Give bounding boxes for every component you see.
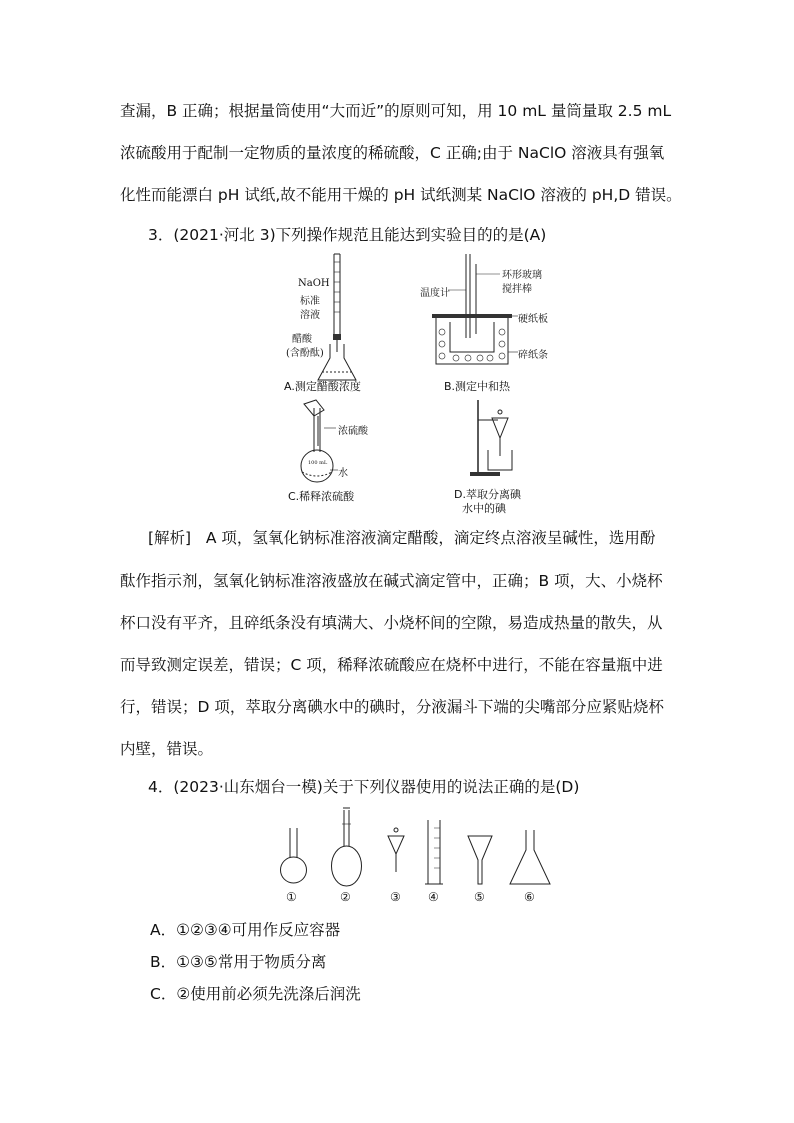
option-a: A．①②③④可用作反应容器 [150,921,341,939]
figure-a-titration [270,252,390,397]
lab-instruments-icon [270,806,560,890]
analysis-line-2: 酞作指示剂，氢氧化钠标准溶液盛放在碱式滴定管中，正确；B 项，大、小烧杯 [120,572,663,590]
question-4-stem: 4．(2023·山东烟台一模)关于下列仪器使用的说法正确的是(D) [148,778,580,796]
caption-b: B.测定中和热 [444,380,511,393]
analysis-text-1: A 项，氢氧化钠标准溶液滴定醋酸，滴定终点溶液呈碱性，选用酚 [205,529,656,547]
caption-d-2: 水中的碘 [462,502,506,515]
instrument-label-4: ④ [428,890,439,904]
label-conc-sulfuric: 浓硫酸 [338,426,368,437]
analysis-line-4: 而导致测定误差，错误；C 项，稀释浓硫酸应在烧杯中进行，不能在容量瓶中进 [120,656,663,674]
label-standard: 标准 [300,296,320,307]
label-thermometer: 温度计 [420,288,450,299]
caption-c: C.稀释浓硫酸 [288,490,355,503]
separatory-funnel-icon [448,398,568,478]
option-b: B．①③⑤常用于物质分离 [150,953,327,971]
figure-b-calorimeter [418,252,558,397]
label-water: 水 [338,468,348,479]
figure-c-dilution [280,398,400,503]
label-shredded-paper: 碎纸条 [518,350,548,361]
prev-explanation-line-2: 浓硫酸用于配制一定物质的量浓度的稀硫酸，C 正确;由于 NaClO 溶液具有强氧 [120,144,665,162]
instrument-label-6: ⑥ [524,890,535,904]
question-3-stem: 3．(2021·河北 3)下列操作规范且能达到实验目的的是(A) [148,226,547,244]
instrument-label-5: ⑤ [474,890,485,904]
label-naoh: NaOH [298,278,330,289]
option-c: C．②使用前必须先洗涤后润洗 [150,985,361,1003]
prev-explanation-line-3: 化性而能漂白 pH 试纸,故不能用干燥的 pH 试纸测某 NaClO 溶液的 pH,D 错误。 [120,186,682,204]
instrument-label-1: ① [286,890,297,904]
analysis-line-1 [148,528,655,548]
analysis-line-3: 杯口没有平齐，且碎纸条没有填满大、小烧杯间的空隙，易造成热量的散失，从 [120,614,663,632]
label-cardboard: 硬纸板 [518,314,548,325]
label-stirrer-2: 搅拌棒 [502,284,532,295]
label-stirrer-1: 环形玻璃 [502,270,542,281]
caption-a: A.测定醋酸浓度 [284,380,361,393]
analysis-line-6: 内壁，错误。 [120,740,214,758]
instrument-label-3: ③ [390,890,401,904]
instrument-label-2: ② [340,890,351,904]
titration-apparatus-icon [270,252,390,397]
label-acetic-acid: 醋酸 [292,334,312,345]
analysis-line-5: 行，错误；D 项，萃取分离碘水中的碘时，分液漏斗下端的尖嘴部分应紧贴烧杯 [120,698,664,716]
figure-d-extraction [448,398,568,518]
label-solution: 溶液 [300,310,320,321]
label-indicator: (含酚酞) [286,348,324,359]
prev-explanation-line-1: 查漏，B 正确；根据量筒使用“大而近”的原则可知，用 10 mL 量筒量取 2.5 mL [120,102,672,120]
label-flask-volume: 100 mL [308,460,328,466]
instruments-figure [270,806,560,906]
analysis-tag: [解析] [148,529,192,547]
caption-d-1: D.萃取分离碘 [454,488,521,501]
